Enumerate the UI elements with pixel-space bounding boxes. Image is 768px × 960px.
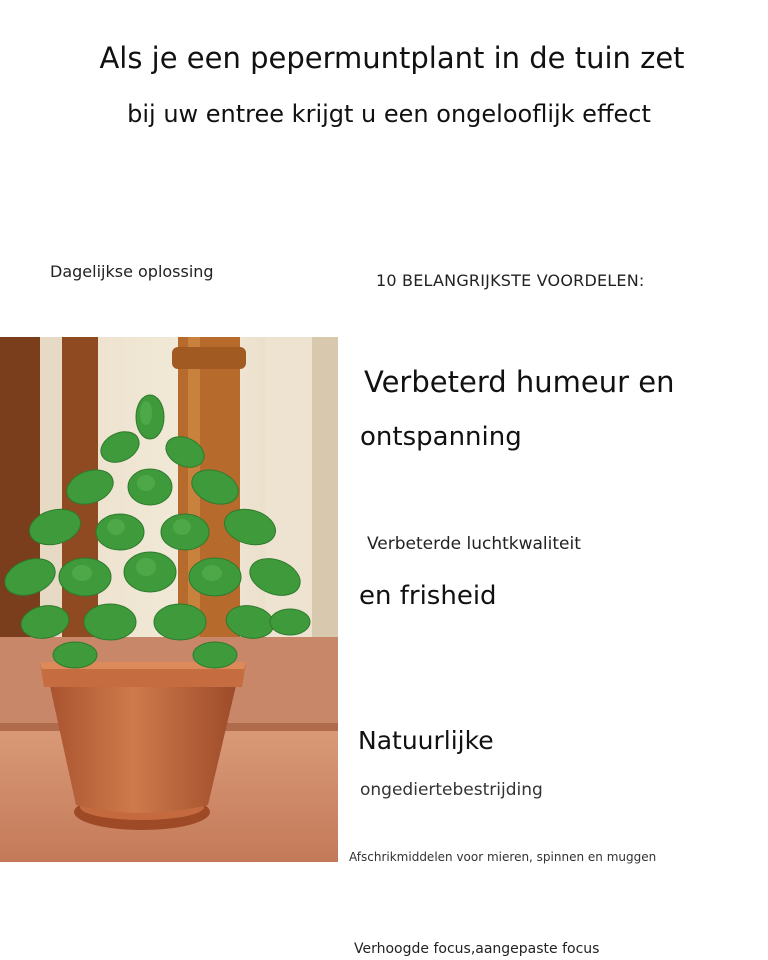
benefits-heading: 10 BELANGRIJKSTE VOORDELEN: (376, 271, 645, 290)
page-subtitle: bij uw entree krijgt u een ongelooflijk effect (127, 100, 651, 128)
page-title: Als je een pepermuntplant in de tuin zet (99, 41, 685, 75)
potted-mint-plant-icon (0, 337, 338, 862)
benefit-1-line-2: ontspanning (360, 422, 522, 452)
benefit-3-line-2: ongediertebestrijding (360, 780, 543, 800)
benefit-3-detail: Afschrikmiddelen voor mieren, spinnen en muggen (349, 850, 657, 864)
benefit-1-line-1: Verbeterd humeur en (364, 365, 675, 399)
benefit-2-line-2: en frisheid (359, 581, 497, 611)
benefit-2-line-1: Verbeterde luchtkwaliteit (367, 534, 581, 554)
daily-solution-label: Dagelijkse oplossing (50, 262, 214, 281)
benefit-3-line-1: Natuurlijke (358, 726, 494, 755)
mint-plant-photo (0, 337, 338, 862)
benefit-4-line-1: Verhoogde focus,aangepaste focus (354, 941, 600, 957)
